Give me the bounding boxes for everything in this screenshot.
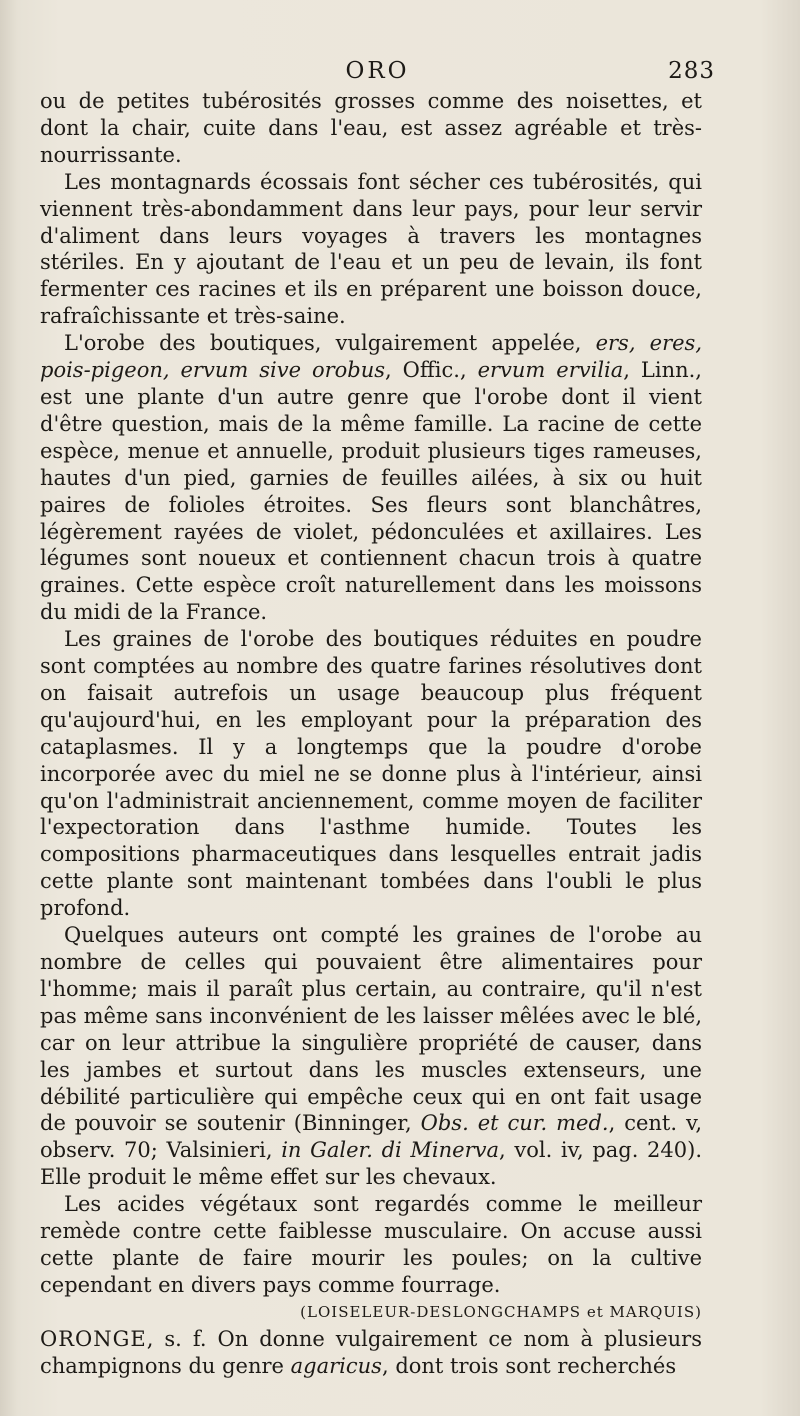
page-header bbox=[40, 58, 715, 86]
italic-run: ers, eres, pois-pigeon, ervum sive orobus bbox=[40, 331, 702, 383]
paragraph-orobe-toxicity bbox=[40, 922, 702, 1191]
paragraph-orobe-description bbox=[40, 330, 702, 626]
paragraph-scottish-highlanders: Les montagnards écossais font sécher ces tubérosités, qui viennent très-abondamment dans leur pays, pour leur servir d'aliment dans leurs voyages à travers les montagnes stériles. En y ajoutant de l'eau et un peu de levain, ils font fermenter ces racines et ils en préparent une boisson douce, rafraîchissante et très-saine. bbox=[40, 169, 702, 329]
paragraph-continuation: ou de petites tubérosités grosses comme des noisettes, et dont la chair, cuite dans l'eau, est assez agréable et très-nourrissante. bbox=[40, 89, 702, 167]
page-number: 283 bbox=[668, 58, 715, 84]
text-run: , Linn., est une plante d'un autre genre que l'orobe dont il vient d'être question, mais de la même famille. La racine de cette espèce, menue et annuelle, produit plusieurs tiges rameuses, hautes d'un pied, garnies de feuilles ailées, à six ou huit paires de folioles étroites. Ses fleurs sont blanchâtres, légèrement rayées de violet, pédonculées et axillaires. Les légumes sont noueux et contiennent chacun trois à quatre graines. Cette espèce croît naturellement dans les moissons du midi de la France. bbox=[40, 358, 702, 625]
page-body bbox=[40, 88, 702, 1380]
text-run: , cent. v, observ. 70; Valsinieri, bbox=[40, 1111, 703, 1163]
author-attribution: (LOISELEUR-DESLONGCHAMPS et MARQUIS) bbox=[300, 1302, 702, 1321]
italic-run: agaricus bbox=[290, 1353, 382, 1378]
italic-run: ervum ervilia bbox=[477, 358, 624, 383]
italic-run: Obs. et cur. med. bbox=[420, 1111, 609, 1136]
text-run: Quelques auteurs ont compté les graines de l'orobe au nombre de celles qui pouvaient être alimentaires pour l'homme; mais il paraît plus certain, au contraire, qu'il n'est pas même sans inconvénient de les laisser mêlées avec le blé, car on leur attribue la singulière propriété de causer, dans les jambes et surtout dans les muscles extenseurs, une débilité particulière qui empêche ceux qui en ont fait usage de pouvoir se soutenir (Binninger, bbox=[40, 923, 702, 1136]
dictionary-entry-oronge bbox=[40, 1326, 702, 1380]
italic-run: in Galer. di Minerva bbox=[281, 1138, 500, 1163]
text-run: L'orobe des boutiques, vulgairement appelée, bbox=[64, 331, 596, 356]
text-run: , Offic., bbox=[385, 358, 478, 383]
text-run: , s. f. On donne vulgairement ce nom à plusieurs champignons du genre bbox=[40, 1326, 702, 1378]
entry-headword: ORONGE bbox=[40, 1326, 147, 1351]
text-run: , dont trois sont recherchés bbox=[381, 1353, 677, 1378]
paragraph-orobe-uses: Les graines de l'orobe des boutiques réduites en poudre sont comptées au nombre des quatre farines résolutives dont on faisait autrefois un usage beaucoup plus fréquent qu'aujourd'hui, en les employant pour la préparation des cataplasmes. Il y a longtemps que la poudre d'orobe incorporée avec du miel ne se donne plus à l'intérieur, ainsi qu'on l'administrait anciennement, comme moyen de faciliter l'expectoration dans l'asthme humide. Toutes les compositions pharmaceutiques dans lesquelles entrait jadis cette plante sont maintenant tombées dans l'oubli le plus profond. bbox=[40, 627, 702, 921]
paragraph-remedy: Les acides végétaux sont regardés comme le meilleur remède contre cette faiblesse musculaire. On accuse aussi cette plante de faire mourir les poules; on la cultive cependant en divers pays comme fourrage. bbox=[40, 1192, 702, 1297]
text-run: , vol. iv, pag. 240). Elle produit le même effet sur les chevaux. bbox=[40, 1138, 702, 1190]
running-title: ORO bbox=[345, 58, 410, 84]
